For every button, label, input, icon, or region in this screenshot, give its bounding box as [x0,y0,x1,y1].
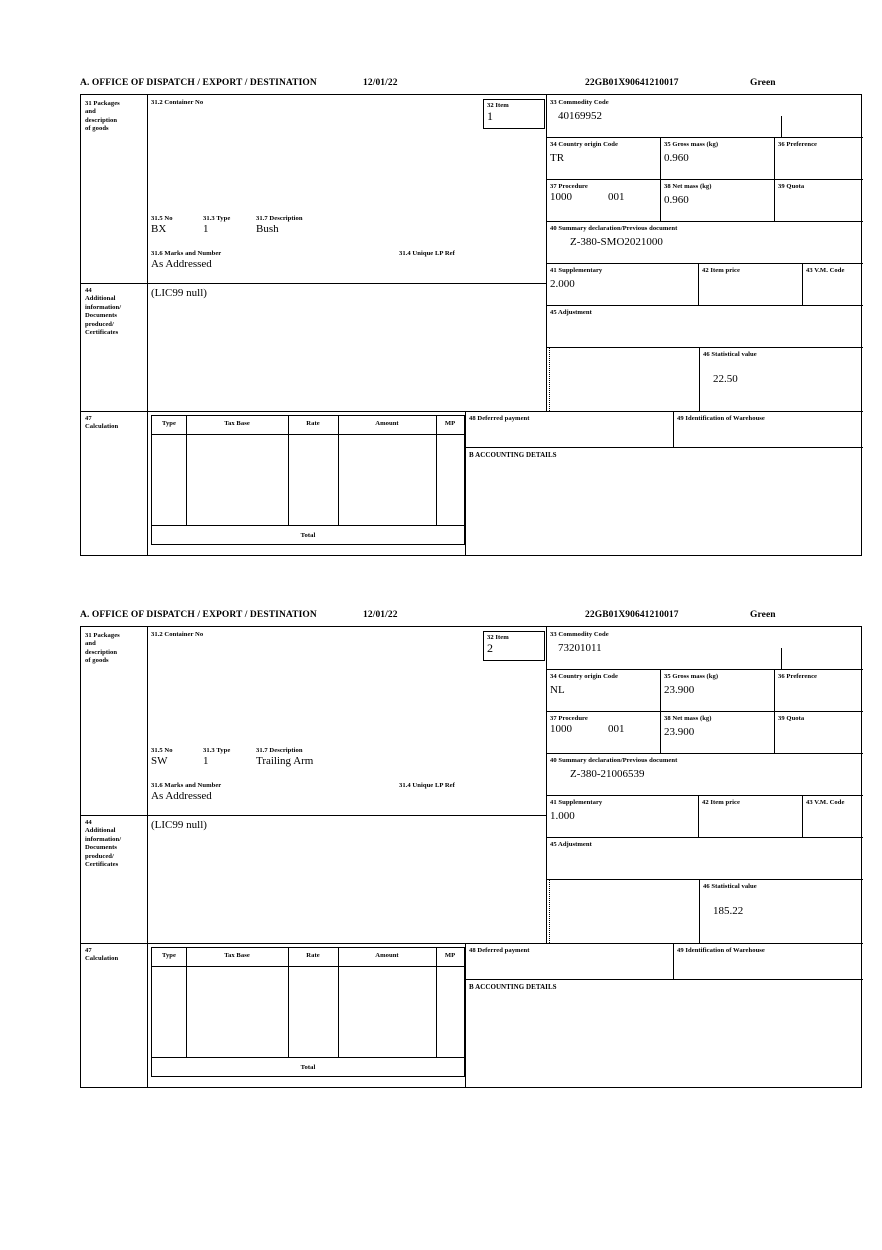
divider-47-label [147,943,148,1087]
box-37-procedure-value: 1000 [550,723,572,736]
divider-47-label [147,411,148,555]
calc-header-row [152,948,464,967]
calc-divider-3 [338,948,339,1058]
divider-37-38 [660,711,661,753]
divider-48-49 [673,411,674,447]
office-of-dispatch-label: A. OFFICE OF DISPATCH / EXPORT / DESTINATION [80,78,317,88]
box-44-value: (LIC99 null) [151,287,207,299]
calc-col-amount: Amount [375,952,399,959]
box-41-supplementary: 41 Supplementary 1.000 [550,799,603,823]
box-31-4-unique-lp-ref: 31.4 Unique LP Ref [399,782,455,789]
divider-48-49 [673,943,674,979]
divider-33-bottom [546,137,863,138]
box-47-calculation-table [151,415,465,545]
calc-total-label: Total [300,1063,316,1071]
box-37-procedure-value: 1000 [550,191,572,204]
box-48-deferred-payment: 48 Deferred payment [469,947,530,954]
box-43-vm-code: 43 V.M. Code [806,267,845,274]
calc-divider-1 [186,416,187,526]
calc-total-label: Total [300,531,316,539]
box-31-5-no: 31.5 No BX [151,215,173,236]
customs-declaration-sheet-1 [80,78,862,556]
box-43-vm-code: 43 V.M. Code [806,799,845,806]
box-44-label: 44 Additional information/ Documents produced/ Certificates [85,819,122,869]
calc-divider-2 [288,948,289,1058]
box-40-summary-declaration: 40 Summary declaration/Previous document Z-380-SMO2021000 [550,225,678,249]
box-45-adjustment: 45 Adjustment [550,841,592,848]
calc-col-rate: Rate [306,420,320,427]
divider-41-42 [698,263,699,305]
divider-right-column [546,627,547,943]
box-31-3-type: 31.3 Type 1 [203,747,231,768]
declaration-date: 12/01/22 [363,78,398,88]
calc-col-mp: MP [444,420,456,427]
box-b-accounting-details: B ACCOUNTING DETAILS [469,983,557,991]
box-40-summary-declaration: 40 Summary declaration/Previous document Z-380-21006539 [550,757,678,781]
divider-38-39 [774,711,775,753]
calc-col-amount: Amount [375,420,399,427]
box-33-commodity-code: 33 Commodity Code 40169952 [550,99,609,123]
box-31-5-no: 31.5 No SW [151,747,173,768]
box-42-item-price: 42 Item price [702,267,741,274]
box-37-procedure: 37 Procedure 1000 001 [550,715,625,736]
box-35-gross-mass: 35 Gross mass (kg) 23.900 [664,673,719,697]
divider-33-inner [781,648,782,669]
divider-35-36 [774,669,775,711]
box-31-3-type: 31.3 Type 1 [203,215,231,236]
box-31-2-container: 31.2 Container No [151,631,204,638]
divider-31-bottom [81,815,546,816]
box-31-6-marks-and-number: 31.6 Marks and Number As Addressed [151,782,222,803]
box-41-supplementary: 41 Supplementary 2.000 [550,267,603,291]
box-46-statistical-value: 46 Statistical value 22.50 [703,351,757,386]
office-of-dispatch-label: A. OFFICE OF DISPATCH / EXPORT / DESTINATION [80,610,317,620]
calc-total-divider [152,525,464,526]
box-47-label: 47 Calculation [85,947,119,963]
box-42-item-price: 42 Item price [702,799,741,806]
calc-col-type: Type [162,952,176,959]
box-31-4-unique-lp-ref: 31.4 Unique LP Ref [399,250,455,257]
box-36-preference: 36 Preference [778,141,818,148]
box-48-deferred-payment: 48 Deferred payment [469,415,530,422]
movement-reference-number: 22GB01X90641210017 [585,610,679,620]
calc-col-tax-base: Tax Base [224,952,250,959]
divider-47-top [81,943,863,944]
divider-35-36 [774,137,775,179]
box-36-preference: 36 Preference [778,673,818,680]
box-37-procedure: 37 Procedure 1000 001 [550,183,625,204]
divider-41-row-bottom [546,837,863,838]
divider-38-39 [774,179,775,221]
calc-divider-3 [338,416,339,526]
divider-42-43 [802,795,803,837]
box-34-country-origin-code: 34 Country origin Code NL [550,673,618,697]
box-31-label: 31 Packages and description of goods [85,632,120,665]
box-38-net-mass: 38 Net mass (kg) 23.900 [664,715,712,739]
divider-right-column [546,95,547,411]
box-34-country-origin-code: 34 Country origin Code TR [550,141,618,165]
calc-divider-2 [288,416,289,526]
divider-31-label [147,627,148,815]
divider-46-left [699,347,700,411]
divider-37-38 [660,179,661,221]
routing-lane: Green [750,78,776,88]
calc-col-rate: Rate [306,952,320,959]
divider-46-dotted [549,879,550,943]
divider-41-42 [698,795,699,837]
customs-form [80,626,862,1088]
divider-31-bottom [81,283,546,284]
divider-44-label [147,283,148,411]
box-45-adjustment: 45 Adjustment [550,309,592,316]
box-31-2-container: 31.2 Container No [151,99,204,106]
sheet-header [80,78,862,94]
box-46-statistical-value: 46 Statistical value 185.22 [703,883,757,918]
box-31-label: 31 Packages and description of goods [85,100,120,133]
divider-41-row-bottom [546,305,863,306]
divider-45-bottom [546,879,863,880]
box-49-identification-of-warehouse: 49 Identification of Warehouse [677,415,765,422]
divider-33-inner [781,116,782,137]
divider-48-left [465,411,466,555]
divider-47-top [81,411,863,412]
divider-34-row-bottom [546,179,863,180]
divider-46-dotted [549,347,550,411]
calc-col-mp: MP [444,952,456,959]
box-32-item: 32 Item 1 [483,99,545,129]
box-39-quota: 39 Quota [778,715,805,722]
divider-40-bottom [546,263,863,264]
divider-37-row-bottom [546,221,863,222]
divider-31-label [147,95,148,283]
box-31-6-marks-and-number: 31.6 Marks and Number As Addressed [151,250,222,271]
divider-42-43 [802,263,803,305]
divider-46-left [699,879,700,943]
calc-col-tax-base: Tax Base [224,420,250,427]
calc-total-divider [152,1057,464,1058]
divider-34-35 [660,137,661,179]
box-44-label: 44 Additional information/ Documents produced/ Certificates [85,287,122,337]
divider-45-bottom [546,347,863,348]
box-39-quota: 39 Quota [778,183,805,190]
box-31-7-description: 31.7 Description Trailing Arm [256,747,314,768]
box-31-7-description: 31.7 Description Bush [256,215,303,236]
divider-34-35 [660,669,661,711]
divider-44-label [147,815,148,943]
calc-divider-4 [436,948,437,1058]
sheet-header [80,610,862,626]
box-49-identification-of-warehouse: 49 Identification of Warehouse [677,947,765,954]
calc-col-type: Type [162,420,176,427]
divider-33-bottom [546,669,863,670]
calc-divider-1 [186,948,187,1058]
customs-declaration-sheet-2 [80,610,862,1088]
divider-34-row-bottom [546,711,863,712]
divider-48-bottom [465,447,863,448]
customs-form [80,94,862,556]
box-47-label: 47 Calculation [85,415,119,431]
box-38-net-mass: 38 Net mass (kg) 0.960 [664,183,712,207]
box-b-accounting-details: B ACCOUNTING DETAILS [469,451,557,459]
box-35-gross-mass: 35 Gross mass (kg) 0.960 [664,141,719,165]
box-37-procedure-additional: 001 [608,191,625,204]
calc-divider-4 [436,416,437,526]
divider-40-bottom [546,795,863,796]
box-44-value: (LIC99 null) [151,819,207,831]
routing-lane: Green [750,610,776,620]
box-37-procedure-additional: 001 [608,723,625,736]
divider-37-row-bottom [546,753,863,754]
box-33-commodity-code: 33 Commodity Code 73201011 [550,631,609,655]
box-47-calculation-table [151,947,465,1077]
divider-48-bottom [465,979,863,980]
box-32-item: 32 Item 2 [483,631,545,661]
declaration-date: 12/01/22 [363,610,398,620]
divider-48-left [465,943,466,1087]
calc-header-row [152,416,464,435]
movement-reference-number: 22GB01X90641210017 [585,78,679,88]
